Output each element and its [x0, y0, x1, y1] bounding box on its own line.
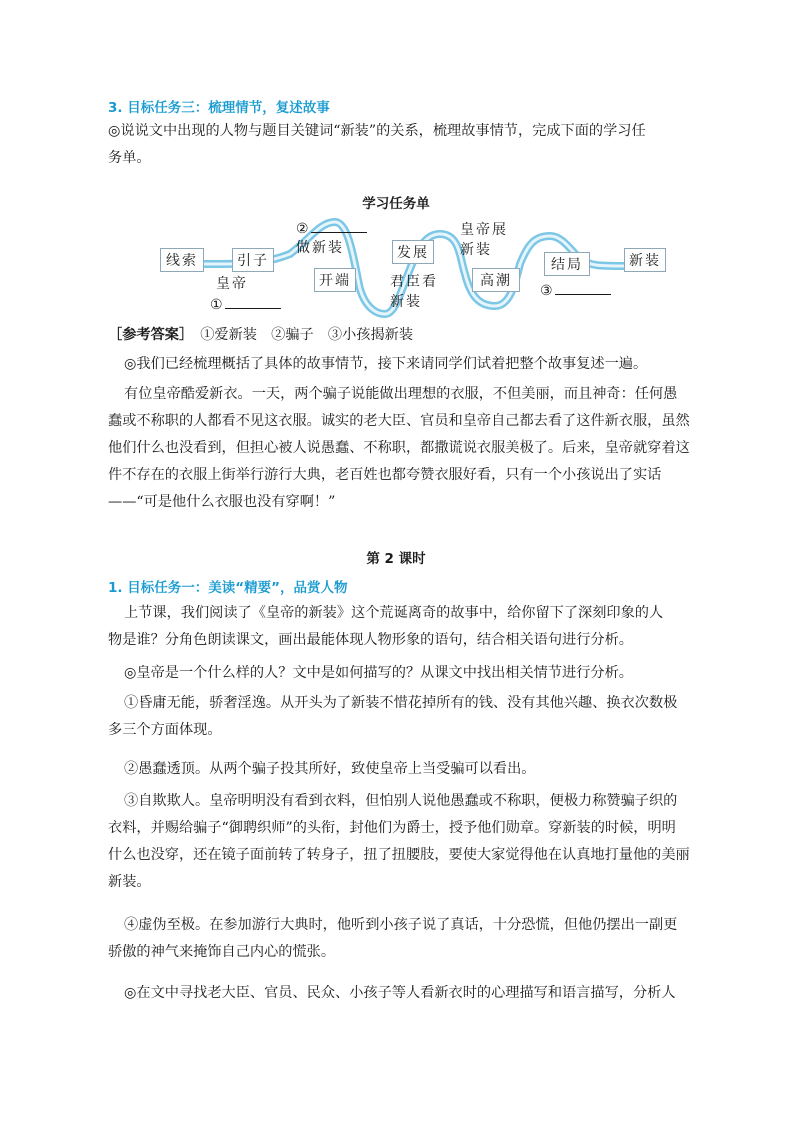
clue-box: 线索 — [160, 248, 204, 272]
reference-answer — [108, 322, 413, 349]
section-heading: 3. 目标任务三：梳理情节，复述故事 — [108, 100, 330, 116]
blank-2-number: ② — [296, 221, 311, 237]
ending-box: 结局 — [544, 252, 590, 276]
emperor-question: ◎皇帝是一个什么样的人？文中是如何描写的？从课文中找出相关情节进行分析。 — [124, 665, 633, 681]
blank-3 — [540, 280, 611, 301]
worksheet-title: 学习任务单 — [362, 196, 430, 212]
parade-label-line2: 新装 — [460, 242, 492, 258]
text-line: ◎说说文中出现的人物与题目关键词“新装”的关系，梳理故事情节，完成下面的学习任 — [108, 123, 646, 139]
intro-box: 引子 — [232, 248, 274, 272]
emperor-label: 皇帝 — [216, 276, 248, 292]
text-line: 他们什么也没看到，但担心被人说愚蠢、不称职，都撒谎说衣服美极了。后来，皇帝就穿着这 — [108, 440, 690, 456]
officials-label-line2: 新装 — [390, 294, 422, 310]
text-line: 务单。 — [108, 150, 151, 166]
text-line: ④虚伪至极。在参加游行大典时，他听到小孩子说了真话，十分恐慌，但他仍摆出一副更 — [124, 917, 678, 933]
intro-paragraph — [108, 118, 728, 172]
blank-2-line — [311, 218, 367, 233]
blank-3-number: ③ — [540, 283, 555, 299]
make-clothes-label: 做新装 — [296, 240, 344, 256]
text-line: 蠢或不称职的人都看不见这衣服。诚实的老大臣、官员和皇帝自己都去看了这件新衣服，虽然 — [108, 413, 690, 429]
section-heading: 1. 目标任务一：美读“精要”，品赏人物 — [108, 580, 348, 596]
text-line: 什么也没穿，还在镜子面前转了转身子，扭了扭腰肢，要使大家觉得他在认真地打量他的美丽 — [108, 847, 690, 863]
blank-3-line — [555, 280, 611, 295]
officials-label-line1: 君臣看 — [390, 274, 438, 290]
text-line: ①昏庸无能，骄奢淫逸。从开头为了新装不惜花掉所有的钱、没有其他兴趣、换衣次数极 — [124, 695, 678, 711]
text-line: 新装。 — [108, 874, 151, 890]
parade-label-line1: 皇帝展 — [460, 222, 508, 238]
retell-prompt: ◎我们已经梳理概括了具体的故事情节，接下来请同学们试着把整个故事复述一遍。 — [124, 356, 648, 372]
text-line: 多三个方面体现。 — [108, 722, 222, 738]
text-line: 有位皇帝酷爱新衣。一天，两个骗子说能做出理想的衣服，不但美丽，而且神奇：任何愚 — [124, 386, 678, 402]
lesson-paragraph-1 — [108, 600, 748, 654]
blank-1-number: ① — [210, 297, 225, 313]
blank-1-line — [225, 294, 281, 309]
text-line: ③自欺欺人。皇帝明明没有看到衣料，但怕别人说他愚蠢或不称职，便极力称赞骗子织的 — [124, 793, 678, 809]
blank-2 — [296, 218, 367, 239]
text-line: ——“可是他什么衣服也没有穿啊！” — [108, 494, 336, 510]
text-line: 衣料，并赐给骗子“御聘织师”的头衔，封他们为爵士，授予他们勋章。穿新装的时候，明明 — [108, 820, 676, 836]
character-question: ◎在文中寻找老大臣、官员、民众、小孩子等人看新衣时的心理描写和语言描写，分析人 — [124, 985, 676, 1001]
text-line: 上节课，我们阅读了《皇帝的新装》这个荒诞离奇的故事中，给你留下了深刻印象的人 — [124, 605, 664, 621]
blank-1 — [210, 294, 281, 315]
new-clothes-box: 新装 — [624, 248, 666, 272]
climax-box: 高潮 — [472, 268, 520, 292]
answer-text: ①爱新装 ②骗子 ③小孩揭新装 — [186, 327, 414, 343]
answer-label: ［参考答案］ — [108, 327, 187, 343]
analysis-2: ②愚蠢透顶。从两个骗子投其所好，致使皇帝上当受骗可以看出。 — [124, 761, 536, 777]
opening-box: 开端 — [314, 268, 356, 292]
story-paragraph — [108, 381, 748, 516]
analysis-3 — [108, 788, 748, 896]
text-line: 物是谁？分角色朗读课文，画出最能体现人物形象的语句，结合相关语句进行分析。 — [108, 632, 633, 648]
analysis-4 — [108, 912, 748, 966]
development-box: 发展 — [392, 240, 434, 264]
lesson-title: 第 2 课时 — [366, 551, 426, 567]
analysis-1 — [108, 690, 748, 744]
text-line: 件不存在的衣服上街举行游行大典，老百姓也都夸赞衣服好看，只有一个小孩说出了实话 — [108, 467, 662, 483]
text-line: 骄傲的神气来掩饰自己内心的慌张。 — [108, 944, 336, 960]
